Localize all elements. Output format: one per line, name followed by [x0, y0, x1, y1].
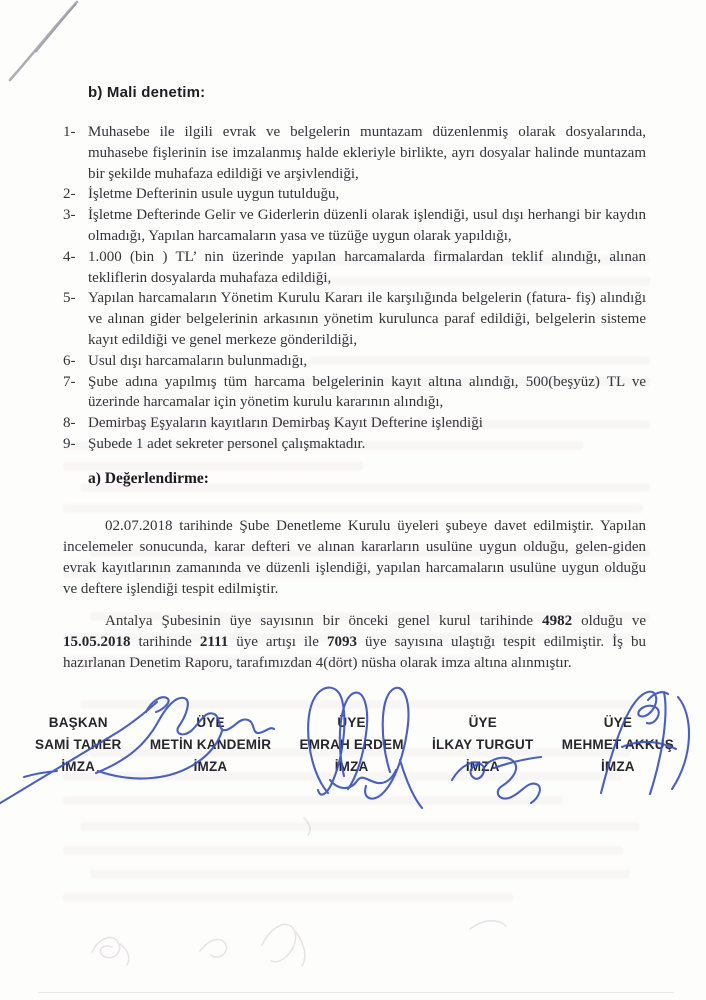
item-text: İşletme Defterinin usule uygun tutulduğu, — [88, 186, 340, 203]
imza-label: İMZA — [334, 758, 369, 774]
item-text: Usul dışı harcamaların bulunmadığı, — [88, 352, 308, 369]
item-number: 3- — [63, 207, 76, 224]
ghost-pencil-marks — [92, 818, 506, 966]
scan-streak-artifact-core — [36, 4, 76, 52]
scan-streak-artifact — [10, 2, 77, 80]
scan-bottom-edge-line — [38, 992, 674, 993]
signatory-title: ÜYE — [468, 714, 497, 730]
item-number: 5- — [63, 290, 76, 307]
signatory-title: ÜYE — [603, 714, 633, 730]
audit-finding-item — [63, 372, 646, 414]
ghost-bleedthrough-line — [63, 846, 623, 855]
imza-label: İMZA — [61, 758, 96, 774]
audit-finding-item — [63, 247, 646, 289]
imza-label: İMZA — [465, 758, 500, 774]
audit-finding-item — [63, 122, 646, 184]
signature-column — [562, 712, 674, 778]
ghost-bleedthrough-line — [63, 796, 563, 805]
signatory-name: METİN KANDEMİR — [149, 736, 272, 752]
audit-finding-item — [63, 205, 646, 247]
item-text: İşletme Defterinde Gelir ve Giderlerin düzenli olarak işlendiği, usul dışı herhangi bir kaydın olmadığı, Yapılan harcamaların yasa ve tüzüğe uygun olarak yapıldığı, — [88, 207, 646, 244]
item-number: 7- — [63, 373, 76, 390]
signatory-name: SAMİ TAMER — [35, 736, 122, 752]
section-heading-mali-denetim: b) Mali denetim: — [88, 84, 206, 101]
item-text: Yapılan harcamaların Yönetim Kurulu Kararı ile karşılığında belgelerin (fatura- fiş) alındığı ve alınan gider belgelerinin arkasının yönetim kurulunca paraf edildiği, belgelerin sisteme kayıt edildiği ve genel merkeze gönderildiği, — [88, 290, 646, 348]
signatory-name: MEHMET AKKUŞ — [561, 736, 674, 752]
audit-findings-list — [63, 122, 646, 455]
item-text: 1.000 (bin ) TL’ nin üzerinde yapılan harcamalarda firmalardan teklif alındığı, alınan tekliflerin dosyalarda muhafaza edildiği, — [88, 248, 646, 286]
audit-finding-item — [63, 413, 646, 434]
item-text: Şubede 1 adet sekreter personel çalışmaktadır. — [88, 435, 366, 452]
signatory-title: ÜYE — [196, 714, 225, 730]
signature-column — [35, 712, 122, 778]
membership-paragraph: Antalya Şubesinin üye sayısının bir önceki genel kurul tarihinde 4982 olduğu ve 15.05.2018 tarihinde 2111 üye artışı ile 7093 üye sayısına ulaştığı tespit edilmiştir. İş bu hazırlanan Denetim Raporu, tarafımızdan 4(dört) nüsha olarak imza altına alınmıştır. — [63, 612, 646, 671]
audit-finding-item — [63, 434, 646, 455]
item-number: 8- — [63, 415, 76, 432]
ghost-bleedthrough-line — [90, 870, 630, 879]
item-number: 1- — [63, 124, 76, 140]
ghost-bleedthrough-line — [63, 893, 513, 902]
item-text: Muhasebe ile ilgili evrak ve belgelerin muntazam düzenlenmiş olarak dosyalarında, muhasebe fişlerinin ise imzalanmış halde ekleriyle birlikte, ayrı dosyalar halinde muntazam bir şekilde muhafaza edildiği ve arşivlendiği, — [88, 124, 646, 182]
signature-block — [35, 712, 674, 778]
signature-column — [299, 712, 403, 778]
section-heading-degerlendirme: a) Değerlendirme: — [88, 469, 209, 487]
signatory-title: BAŞKAN — [48, 714, 108, 730]
signatory-name: EMRAH ERDEM — [299, 736, 404, 752]
signature-column — [150, 712, 271, 778]
document-body — [35, 84, 674, 778]
imza-label: İMZA — [193, 758, 228, 774]
audit-finding-item — [63, 351, 646, 372]
signature-column — [432, 712, 533, 778]
item-text: Demirbaş Eşyaların kayıtların Demirbaş Kayıt Defterine işlendiği — [88, 415, 483, 432]
item-text: Şube adına yapılmış tüm harcama belgelerinin kayıt altına alındığı, 500(beşyüz) TL ve üzerinde harcamalar için yönetim kurulu kararının alındığı, — [88, 373, 646, 411]
item-number: 2- — [63, 186, 76, 203]
signatory-title: ÜYE — [337, 714, 366, 730]
audit-finding-item — [63, 288, 646, 350]
audit-finding-item — [63, 184, 646, 205]
ghost-bleedthrough-line — [80, 822, 640, 831]
evaluation-paragraph: 02.07.2018 tarihinde Şube Denetleme Kurulu üyeleri şubeye davet edilmiştir. Yapılan incelemeler sonucunda, karar defteri ve alınan kararların usulüne uygun olduğu, gelen-giden evrak kayıtlarının zamanında ve düzenli işlendiği, yapılan harcamaların usulüne uygun olduğu ve deftere işlendiği tespit edilmiştir. — [63, 517, 646, 597]
imza-label: İMZA — [600, 758, 635, 774]
item-number: 4- — [63, 248, 76, 265]
item-number: 9- — [63, 435, 76, 452]
item-number: 6- — [63, 352, 76, 369]
signatory-name: İLKAY TURGUT — [432, 736, 534, 752]
